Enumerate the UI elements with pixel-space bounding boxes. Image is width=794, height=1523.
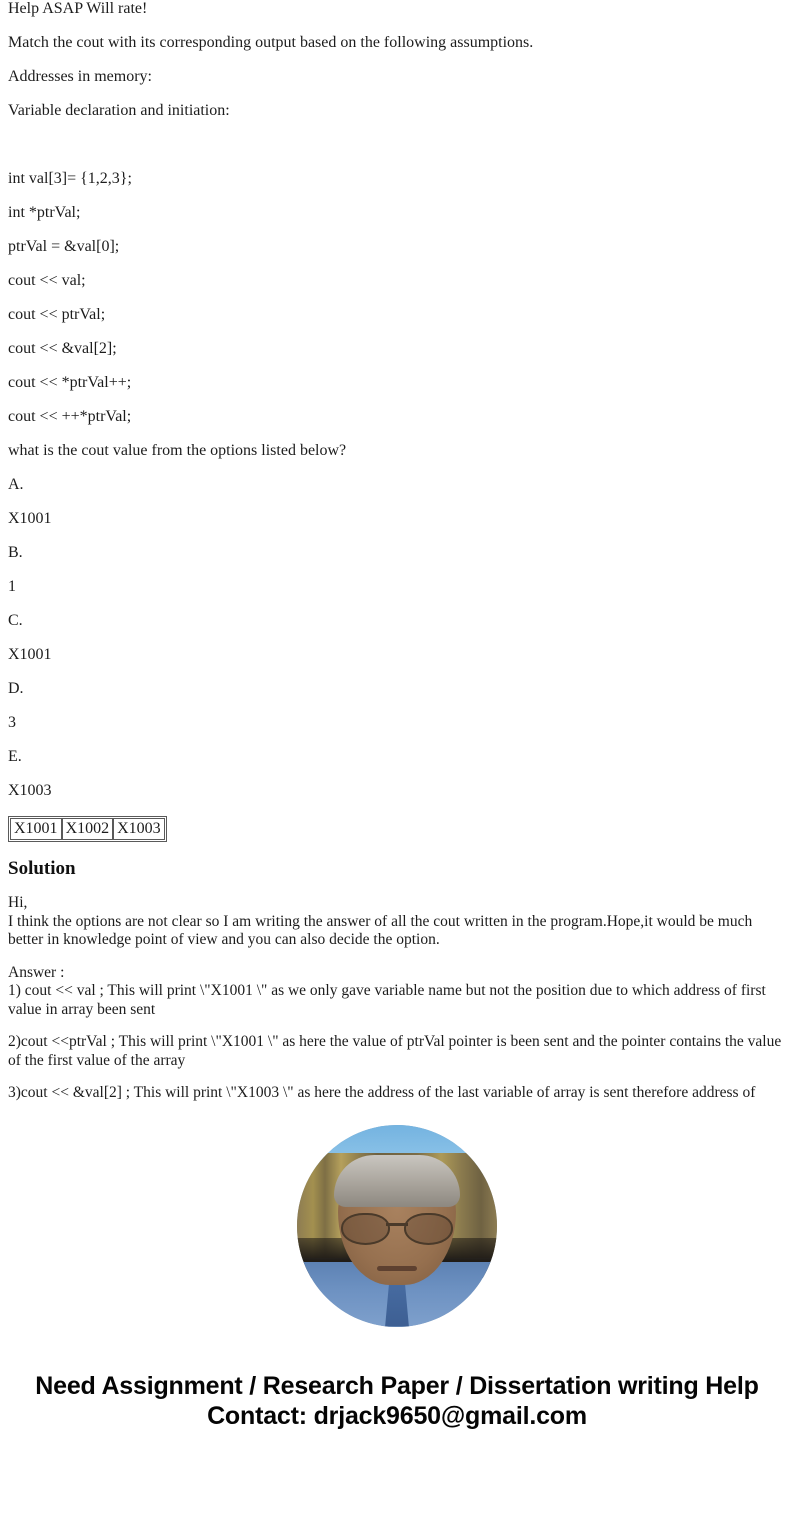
footer-contact: Contact: drjack9650@gmail.com xyxy=(207,1401,587,1430)
option-value-c: X1001 xyxy=(8,646,52,663)
avatar-glasses-lens-right xyxy=(404,1213,453,1245)
table-row xyxy=(10,818,165,840)
code-line: cout << &val[2]; xyxy=(8,340,117,357)
question-paragraph: Help ASAP Will rate! xyxy=(8,0,148,17)
option-label-a: A. xyxy=(8,476,24,493)
option-value-e: X1003 xyxy=(8,782,52,799)
table-cell: X1001 xyxy=(10,818,62,840)
option-value-b: 1 xyxy=(8,578,16,595)
question-paragraph: Match the cout with its corresponding output based on the following assumptions. xyxy=(8,34,534,51)
avatar-mouth xyxy=(377,1266,417,1271)
table-cell: X1003 xyxy=(113,818,165,840)
answers-table-wrap xyxy=(0,816,794,842)
question-paragraph-blank xyxy=(8,136,786,154)
solution-paragraph: Hi, I think the options are not clear so I am writing the answer of all the cout written in the program.Hope,it would be much better in knowledge point of view and you can also decide the option. xyxy=(8,894,753,948)
solution-paragraph: 3)cout << &val[2] ; This will print \"X1003 \" as here the address of the last variable of array is sent therefore address of xyxy=(8,1084,756,1101)
code-line: cout << ptrVal; xyxy=(8,306,106,323)
question-prompt: what is the cout value from the options listed below? xyxy=(8,442,347,459)
option-value-d: 3 xyxy=(8,714,16,731)
avatar xyxy=(297,1125,497,1327)
answers-table xyxy=(8,816,167,842)
code-line: cout << *ptrVal++; xyxy=(8,374,132,391)
code-line: ptrVal = &val[0]; xyxy=(8,238,120,255)
avatar-zone xyxy=(0,1125,794,1327)
avatar-hair xyxy=(334,1155,460,1207)
code-line: int *ptrVal; xyxy=(8,204,81,221)
code-line: cout << val; xyxy=(8,272,86,289)
question-paragraph: Addresses in memory: xyxy=(8,68,152,85)
footer-promo xyxy=(0,1371,794,1447)
option-label-c: C. xyxy=(8,612,23,629)
question-paragraph: Variable declaration and initiation: xyxy=(8,102,230,119)
avatar-glasses-lens-left xyxy=(341,1213,390,1245)
solution-section xyxy=(0,858,794,1103)
option-label-e: E. xyxy=(8,748,22,765)
solution-paragraph: 2)cout <<ptrVal ; This will print \"X1001 \" as here the value of ptrVal pointer is been sent and the pointer contains the value of the first value of the array xyxy=(8,1033,782,1069)
option-value-a: X1001 xyxy=(8,510,52,527)
footer-headline: Need Assignment / Research Paper / Dissertation writing Help xyxy=(35,1371,759,1400)
code-line: int val[3]= {1,2,3}; xyxy=(8,170,132,187)
solution-heading: Solution xyxy=(8,858,76,879)
solution-paragraph: Answer : 1) cout << val ; This will print \"X1001 \" as we only gave variable name but not the position due to which address of first value in array been sent xyxy=(8,963,766,1018)
avatar-glasses xyxy=(341,1213,453,1243)
code-line: cout << ++*ptrVal; xyxy=(8,408,132,425)
option-label-d: D. xyxy=(8,680,24,697)
option-label-b: B. xyxy=(8,544,23,561)
table-cell: X1002 xyxy=(62,818,114,840)
